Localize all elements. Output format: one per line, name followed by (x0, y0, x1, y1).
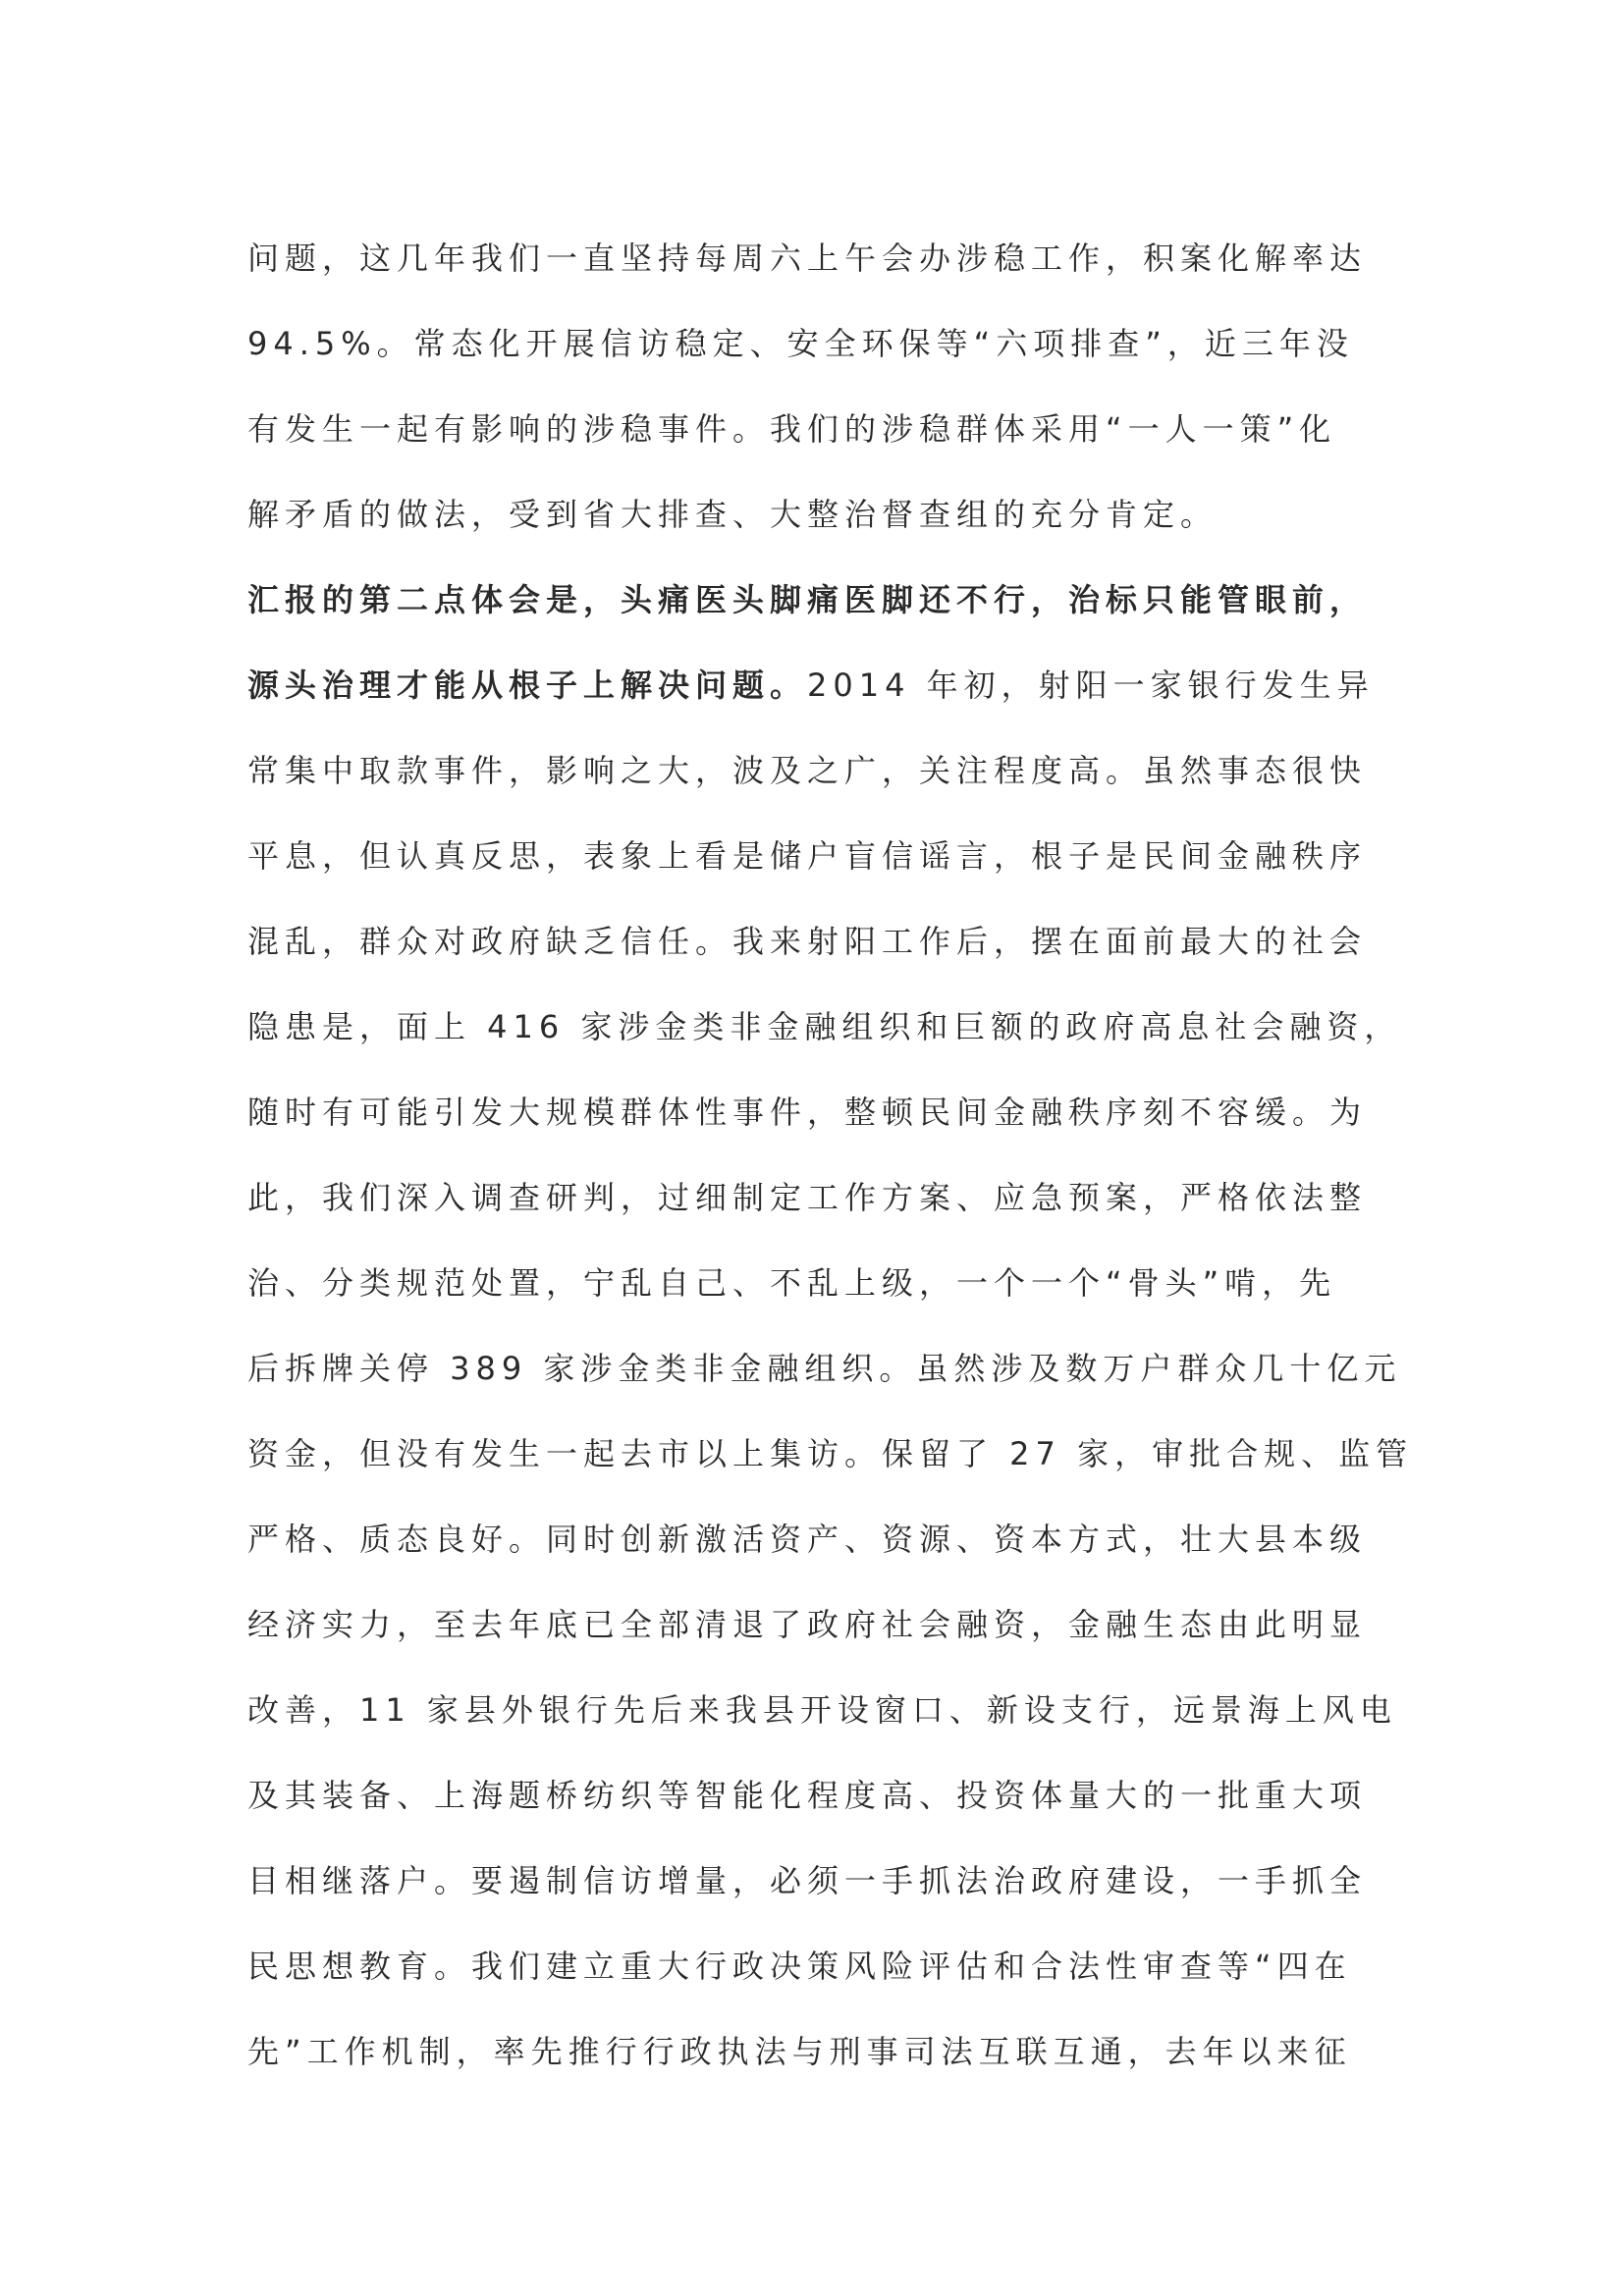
text-line (247, 1070, 1426, 1155)
text-line (247, 1326, 1426, 1412)
bold-heading-text: 源头治理才能从根子上解决问题。 (247, 667, 808, 704)
text-line (247, 387, 1426, 472)
text-line (247, 985, 1426, 1070)
body-text: 混乱，群众对政府缺乏信任。我来射阳工作后，摆在面前最大的社会 (247, 923, 1368, 960)
text-line (247, 1241, 1426, 1326)
text-line (247, 301, 1426, 387)
body-text: 改善，11 家县外银行先后来我县开设窗口、新设支行，远景海上风电 (247, 1691, 1397, 1729)
text-line (247, 558, 1426, 643)
body-text: 有发生一起有影响的涉稳事件。我们的涉稳群体采用“一人一策”化 (247, 410, 1337, 448)
text-line (247, 1582, 1426, 1668)
body-text: 先”工作机制，率先推行行政执法与刑事司法互联互通，去年以来征 (247, 2033, 1352, 2070)
body-text: 治、分类规范处置，宁乱自己、不乱上级，一个一个“骨头”啃，先 (247, 1264, 1337, 1302)
text-line (247, 643, 1426, 728)
body-text: 94.5%。常态化开展信访稳定、安全环保等“六项排查”，近三年没 (247, 325, 1354, 362)
body-text: 资金，但没有发生一起去市以上集访。保留了 27 家，审批合规、监管 (247, 1435, 1414, 1472)
text-line (247, 728, 1426, 814)
text-line (247, 1412, 1426, 1497)
text-line (247, 1753, 1426, 1839)
body-text: 常集中取款事件，影响之大，波及之广，关注程度高。虽然事态很快 (247, 752, 1368, 789)
body-text: 问题，这几年我们一直坚持每周六上午会办涉稳工作，积案化解率达 (247, 240, 1368, 277)
body-text: 隐患是，面上 416 家涉金类非金融组织和巨额的政府高息社会融资， (247, 1008, 1402, 1045)
text-line (247, 1839, 1426, 1924)
body-text: 民思想教育。我们建立重大行政决策风险评估和合法性审查等“四在 (247, 1948, 1352, 1985)
text-line (247, 1155, 1426, 1241)
text-line (247, 472, 1426, 558)
body-text: 经济实力，至去年底已全部清退了政府社会融资，金融生态由此明显 (247, 1606, 1368, 1643)
body-text: 及其装备、上海题桥纺织等智能化程度高、投资体量大的一批重大项 (247, 1777, 1368, 1814)
text-line (247, 216, 1426, 301)
bold-heading-text: 汇报的第二点体会是，头痛医头脚痛医脚还不行，治标只能管眼前， (247, 581, 1368, 618)
body-text: 2014 年初，射阳一家银行发生异 (807, 667, 1375, 704)
text-line (247, 899, 1426, 985)
body-text: 后拆牌关停 389 家涉金类非金融组织。虽然涉及数万户群众几十亿元 (247, 1350, 1402, 1387)
body-text: 随时有可能引发大规模群体性事件，整顿民间金融秩序刻不容缓。为 (247, 1094, 1368, 1131)
text-line (247, 2009, 1426, 2095)
body-text: 平息，但认真反思，表象上看是储户盲信谣言，根子是民间金融秩序 (247, 837, 1368, 875)
body-text: 严格、质态良好。同时创新激活资产、资源、资本方式，壮大县本级 (247, 1521, 1368, 1558)
text-line (247, 1924, 1426, 2009)
text-line (247, 1668, 1426, 1753)
text-line (247, 1497, 1426, 1582)
body-text: 目相继落户。要遏制信访增量，必须一手抓法治政府建设，一手抓全 (247, 1862, 1368, 1899)
body-text: 解矛盾的做法，受到省大排查、大整治督查组的充分肯定。 (247, 496, 1218, 533)
text-line (247, 814, 1426, 899)
body-text: 此，我们深入调查研判，过细制定工作方案、应急预案，严格依法整 (247, 1179, 1368, 1216)
